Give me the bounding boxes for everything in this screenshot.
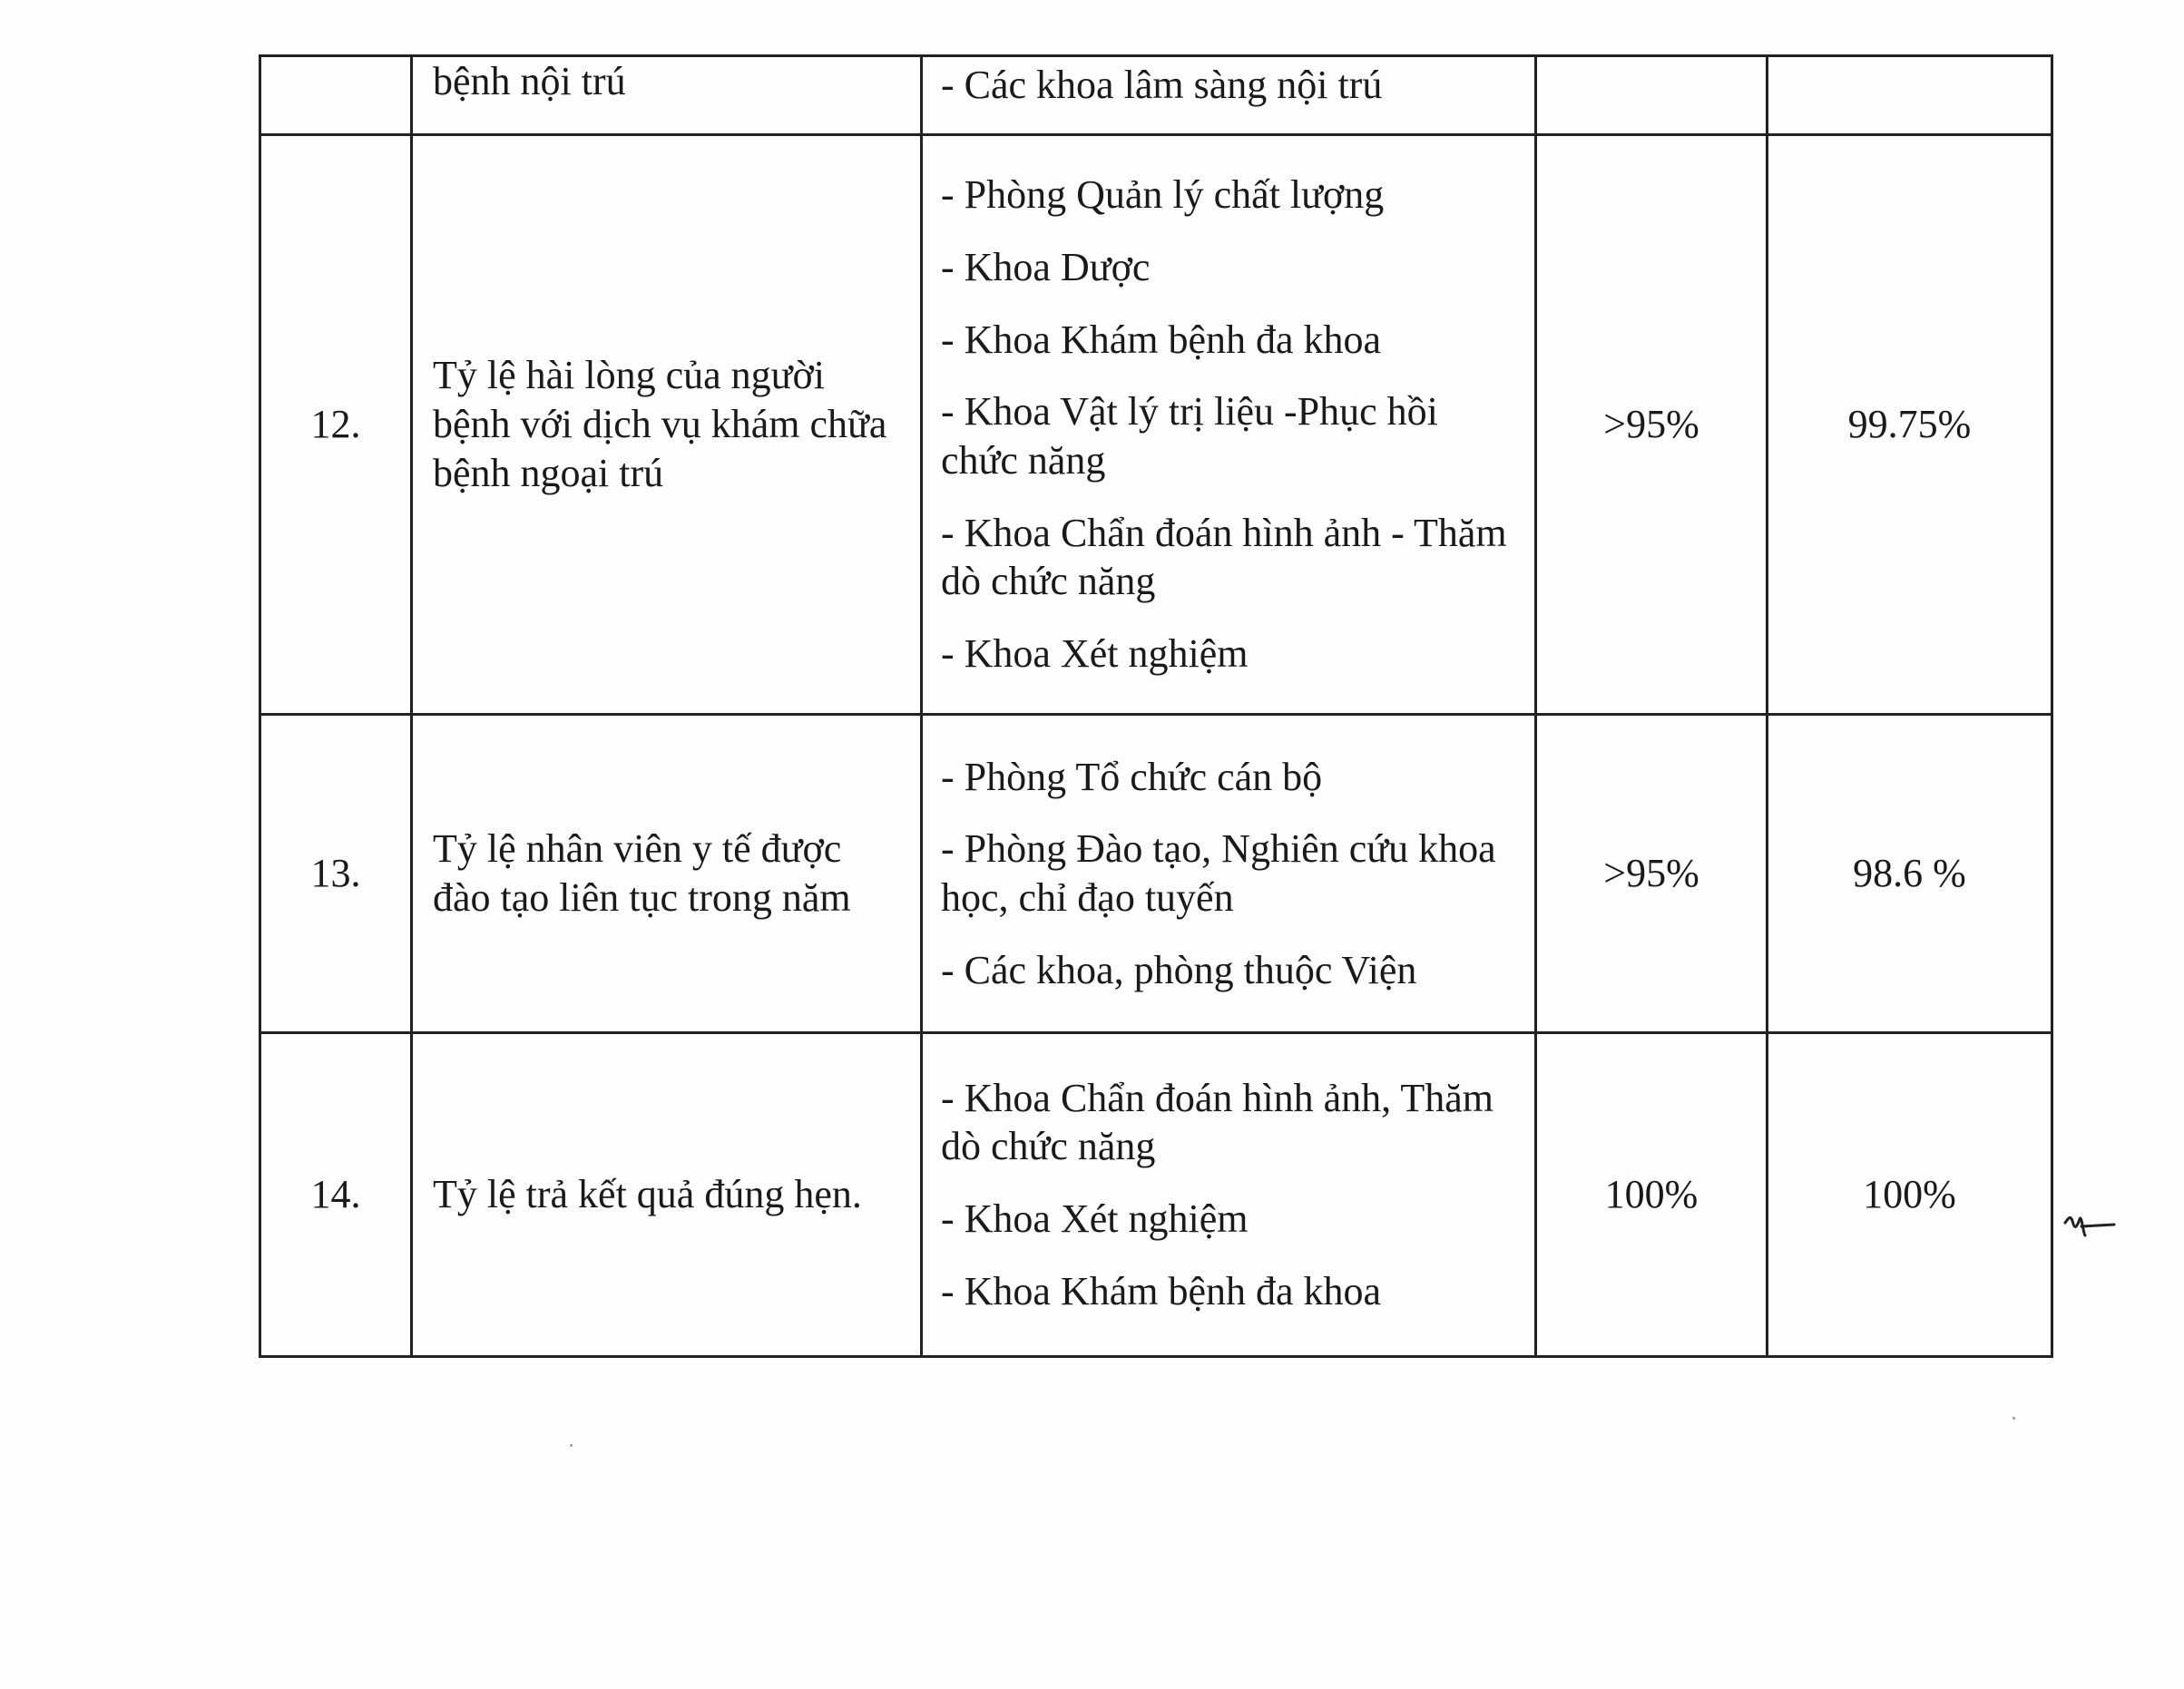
responsible-units-cell: [922, 1033, 1536, 1357]
indicator-name-cell: Tỷ lệ nhân viên y tế được đào tạo liên tục trong năm: [412, 715, 922, 1033]
table-row: [260, 1033, 2052, 1357]
table-row-continued: [260, 56, 2052, 135]
scan-speck: [2013, 1417, 2015, 1420]
unit-item: - Phòng Tổ chức cán bộ: [941, 754, 1323, 799]
initials-mark: [2062, 1206, 2116, 1243]
unit-item: - Khoa Chẩn đoán hình ảnh - Thăm dò chức năng: [941, 510, 1507, 604]
row-number-cell: 13.: [260, 715, 412, 1033]
unit-item: - Khoa Dược: [941, 244, 1151, 289]
responsible-units-cell: [922, 715, 1536, 1033]
result-cell: 99.75%: [1768, 135, 2052, 715]
indicator-name: bệnh nội trú: [433, 59, 626, 103]
scan-speck: [570, 1444, 573, 1447]
result-cell: 100%: [1768, 1033, 2052, 1357]
unit-item: - Phòng Đào tạo, Nghiên cứu khoa học, chỉ đạo tuyến: [941, 826, 1496, 920]
table-row: [260, 715, 2052, 1033]
result-cell: 98.6 %: [1768, 715, 2052, 1033]
result-cell: [1768, 56, 2052, 135]
row-number-cell: 12.: [260, 135, 412, 715]
unit-item: - Phòng Quản lý chất lượng: [941, 172, 1385, 218]
unit-item: - Khoa Xét nghiệm: [941, 1196, 1249, 1241]
unit-item: - Khoa Xét nghiệm: [941, 631, 1249, 677]
target-cell: >95%: [1536, 715, 1768, 1033]
responsible-units-cell: [922, 135, 1536, 715]
kpi-table: [259, 54, 2053, 1358]
table-row: [260, 135, 2052, 715]
unit-item: - Khoa Khám bệnh đa khoa: [941, 317, 1382, 362]
target-cell: [1536, 56, 1768, 135]
indicator-name-cell: [412, 56, 922, 135]
unit-item: - Các khoa, phòng thuộc Viện: [941, 947, 1417, 992]
indicator-name-cell: Tỷ lệ hài lòng của người bệnh với dịch vụ khám chữa bệnh ngoại trú: [412, 135, 922, 715]
unit-item: - Các khoa lâm sàng nội trú: [941, 63, 1383, 107]
unit-item: - Khoa Khám bệnh đa khoa: [941, 1268, 1382, 1313]
target-cell: >95%: [1536, 135, 1768, 715]
row-number-cell: 14.: [260, 1033, 412, 1357]
indicator-name-cell: Tỷ lệ trả kết quả đúng hẹn.: [412, 1033, 922, 1357]
unit-item: - Khoa Vật lý trị liệu -Phục hồi chức năng: [941, 389, 1438, 483]
target-cell: 100%: [1536, 1033, 1768, 1357]
unit-item: - Khoa Chẩn đoán hình ảnh, Thăm dò chức năng: [941, 1075, 1494, 1169]
responsible-units-cell: [922, 56, 1536, 135]
row-number-cell: [260, 56, 412, 135]
